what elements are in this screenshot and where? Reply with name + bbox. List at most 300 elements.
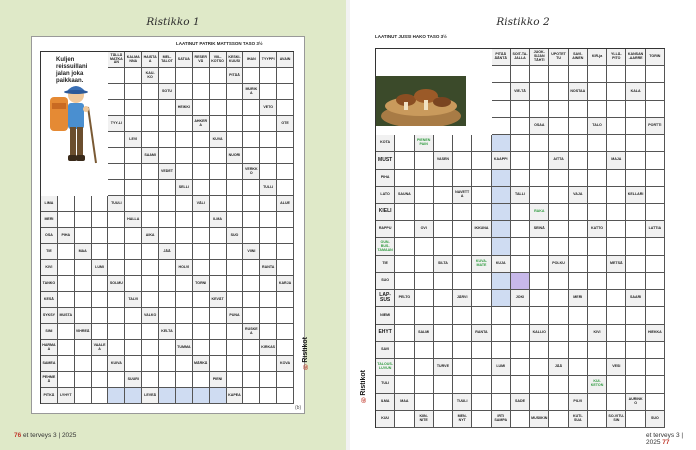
- left-answer-cell[interactable]: [260, 292, 277, 308]
- right-answer-cell[interactable]: [492, 273, 511, 290]
- left-answer-cell[interactable]: [75, 276, 92, 292]
- left-answer-cell[interactable]: [210, 84, 227, 100]
- left-answer-cell[interactable]: [243, 228, 260, 244]
- right-answer-cell[interactable]: [646, 359, 665, 376]
- right-answer-cell[interactable]: [549, 376, 568, 393]
- left-answer-cell[interactable]: [108, 228, 125, 244]
- left-answer-cell[interactable]: [125, 196, 142, 212]
- right-answer-cell[interactable]: [511, 101, 530, 118]
- right-answer-cell[interactable]: [549, 325, 568, 342]
- right-answer-cell[interactable]: [511, 411, 530, 428]
- right-answer-cell[interactable]: [607, 204, 626, 221]
- left-answer-cell[interactable]: [260, 308, 277, 324]
- right-answer-cell[interactable]: [530, 376, 549, 393]
- right-answer-cell[interactable]: [395, 342, 414, 359]
- left-answer-cell[interactable]: [142, 356, 159, 372]
- right-answer-cell[interactable]: [492, 204, 511, 221]
- right-answer-cell[interactable]: [472, 290, 491, 307]
- right-answer-cell[interactable]: [569, 359, 588, 376]
- left-answer-cell[interactable]: [227, 372, 244, 388]
- left-answer-cell[interactable]: [277, 164, 294, 180]
- right-answer-cell[interactable]: [434, 273, 453, 290]
- left-answer-cell[interactable]: [260, 388, 277, 404]
- right-answer-cell[interactable]: [569, 66, 588, 83]
- right-answer-cell[interactable]: [646, 204, 665, 221]
- left-answer-cell[interactable]: [75, 308, 92, 324]
- left-answer-cell[interactable]: [210, 308, 227, 324]
- left-answer-cell[interactable]: [142, 196, 159, 212]
- left-answer-cell[interactable]: [142, 84, 159, 100]
- right-answer-cell[interactable]: [549, 101, 568, 118]
- left-answer-cell[interactable]: [210, 276, 227, 292]
- right-answer-cell[interactable]: [549, 135, 568, 152]
- left-answer-cell[interactable]: [142, 260, 159, 276]
- right-answer-cell[interactable]: [569, 238, 588, 255]
- left-answer-cell[interactable]: [227, 244, 244, 260]
- right-answer-cell[interactable]: [588, 135, 607, 152]
- left-answer-cell[interactable]: [75, 372, 92, 388]
- left-answer-cell[interactable]: [92, 292, 109, 308]
- right-answer-cell[interactable]: [453, 273, 472, 290]
- right-answer-cell[interactable]: [549, 204, 568, 221]
- right-answer-cell[interactable]: [607, 66, 626, 83]
- left-answer-cell[interactable]: [176, 372, 193, 388]
- right-answer-cell[interactable]: [626, 376, 645, 393]
- right-answer-cell[interactable]: [549, 83, 568, 100]
- left-answer-cell[interactable]: [142, 244, 159, 260]
- right-answer-cell[interactable]: [626, 101, 645, 118]
- right-answer-cell[interactable]: [588, 204, 607, 221]
- left-answer-cell[interactable]: [210, 100, 227, 116]
- left-answer-cell[interactable]: [243, 68, 260, 84]
- right-answer-cell[interactable]: [646, 83, 665, 100]
- right-answer-cell[interactable]: [607, 342, 626, 359]
- right-answer-cell[interactable]: [453, 376, 472, 393]
- right-answer-cell[interactable]: [492, 307, 511, 324]
- right-answer-cell[interactable]: [588, 170, 607, 187]
- right-answer-cell[interactable]: [395, 325, 414, 342]
- right-answer-cell[interactable]: [530, 66, 549, 83]
- left-answer-cell[interactable]: [75, 196, 92, 212]
- right-answer-cell[interactable]: [511, 135, 530, 152]
- right-answer-cell[interactable]: [626, 152, 645, 169]
- left-answer-cell[interactable]: [193, 324, 210, 340]
- right-answer-cell[interactable]: [472, 204, 491, 221]
- right-answer-cell[interactable]: [569, 204, 588, 221]
- left-answer-cell[interactable]: [58, 324, 75, 340]
- right-answer-cell[interactable]: [588, 152, 607, 169]
- left-answer-cell[interactable]: [260, 132, 277, 148]
- left-answer-cell[interactable]: [108, 132, 125, 148]
- right-answer-cell[interactable]: [569, 221, 588, 238]
- right-answer-cell[interactable]: [453, 238, 472, 255]
- left-answer-cell[interactable]: [176, 164, 193, 180]
- left-answer-cell[interactable]: [125, 180, 142, 196]
- left-answer-cell[interactable]: [125, 260, 142, 276]
- left-answer-cell[interactable]: [227, 260, 244, 276]
- left-answer-cell[interactable]: [193, 244, 210, 260]
- left-answer-cell[interactable]: [193, 212, 210, 228]
- right-answer-cell[interactable]: [569, 170, 588, 187]
- left-answer-cell[interactable]: [176, 356, 193, 372]
- right-answer-cell[interactable]: [453, 152, 472, 169]
- left-answer-cell[interactable]: [159, 340, 176, 356]
- left-answer-cell[interactable]: [108, 212, 125, 228]
- right-answer-cell[interactable]: [511, 376, 530, 393]
- right-answer-cell[interactable]: [472, 238, 491, 255]
- left-answer-cell[interactable]: [260, 212, 277, 228]
- right-answer-cell[interactable]: [511, 307, 530, 324]
- left-answer-cell[interactable]: [108, 100, 125, 116]
- left-answer-cell[interactable]: [108, 372, 125, 388]
- left-answer-cell[interactable]: [92, 308, 109, 324]
- right-answer-cell[interactable]: [472, 411, 491, 428]
- right-answer-cell[interactable]: [626, 307, 645, 324]
- right-answer-cell[interactable]: [646, 290, 665, 307]
- left-answer-cell[interactable]: [227, 356, 244, 372]
- left-answer-cell[interactable]: [108, 324, 125, 340]
- right-answer-cell[interactable]: [626, 135, 645, 152]
- right-answer-cell[interactable]: [588, 290, 607, 307]
- left-answer-cell[interactable]: [243, 388, 260, 404]
- right-answer-cell[interactable]: [492, 325, 511, 342]
- left-answer-cell[interactable]: [227, 196, 244, 212]
- right-answer-cell[interactable]: [492, 118, 511, 135]
- right-answer-cell[interactable]: [434, 307, 453, 324]
- right-answer-cell[interactable]: [646, 170, 665, 187]
- left-answer-cell[interactable]: [142, 180, 159, 196]
- right-answer-cell[interactable]: [395, 152, 414, 169]
- left-answer-cell[interactable]: [176, 388, 193, 404]
- right-answer-cell[interactable]: [434, 204, 453, 221]
- left-answer-cell[interactable]: [159, 228, 176, 244]
- left-answer-cell[interactable]: [176, 244, 193, 260]
- left-answer-cell[interactable]: [108, 340, 125, 356]
- right-answer-cell[interactable]: [395, 273, 414, 290]
- right-answer-cell[interactable]: [415, 187, 434, 204]
- right-answer-cell[interactable]: [607, 273, 626, 290]
- left-answer-cell[interactable]: [227, 324, 244, 340]
- right-answer-cell[interactable]: [646, 135, 665, 152]
- left-answer-cell[interactable]: [92, 196, 109, 212]
- right-answer-cell[interactable]: [588, 307, 607, 324]
- left-answer-cell[interactable]: [277, 212, 294, 228]
- left-answer-cell[interactable]: [142, 164, 159, 180]
- left-answer-cell[interactable]: [243, 116, 260, 132]
- left-answer-cell[interactable]: [125, 84, 142, 100]
- right-answer-cell[interactable]: [549, 170, 568, 187]
- left-answer-cell[interactable]: [227, 292, 244, 308]
- left-answer-cell[interactable]: [125, 276, 142, 292]
- left-answer-cell[interactable]: [159, 132, 176, 148]
- right-answer-cell[interactable]: [453, 325, 472, 342]
- right-answer-cell[interactable]: [626, 411, 645, 428]
- right-answer-cell[interactable]: [492, 238, 511, 255]
- left-answer-cell[interactable]: [176, 84, 193, 100]
- right-answer-cell[interactable]: [607, 135, 626, 152]
- left-answer-cell[interactable]: [210, 260, 227, 276]
- left-answer-cell[interactable]: [277, 100, 294, 116]
- right-answer-cell[interactable]: [472, 170, 491, 187]
- right-answer-cell[interactable]: [511, 342, 530, 359]
- left-answer-cell[interactable]: [277, 148, 294, 164]
- right-answer-cell[interactable]: [588, 273, 607, 290]
- right-answer-cell[interactable]: [626, 118, 645, 135]
- left-answer-cell[interactable]: [125, 148, 142, 164]
- left-answer-cell[interactable]: [92, 276, 109, 292]
- left-answer-cell[interactable]: [125, 244, 142, 260]
- left-answer-cell[interactable]: [75, 212, 92, 228]
- right-answer-cell[interactable]: [453, 307, 472, 324]
- right-answer-cell[interactable]: [626, 221, 645, 238]
- right-answer-cell[interactable]: [415, 290, 434, 307]
- right-answer-cell[interactable]: [511, 238, 530, 255]
- left-answer-cell[interactable]: [243, 260, 260, 276]
- left-answer-cell[interactable]: [243, 180, 260, 196]
- left-answer-cell[interactable]: [108, 308, 125, 324]
- left-answer-cell[interactable]: [227, 212, 244, 228]
- left-answer-cell[interactable]: [108, 148, 125, 164]
- right-answer-cell[interactable]: [569, 135, 588, 152]
- right-answer-cell[interactable]: [588, 342, 607, 359]
- left-answer-cell[interactable]: [227, 164, 244, 180]
- left-answer-cell[interactable]: [277, 68, 294, 84]
- right-answer-cell[interactable]: [646, 187, 665, 204]
- right-answer-cell[interactable]: [588, 66, 607, 83]
- left-answer-cell[interactable]: [243, 148, 260, 164]
- right-answer-cell[interactable]: [415, 170, 434, 187]
- left-answer-cell[interactable]: [159, 180, 176, 196]
- right-answer-cell[interactable]: [492, 135, 511, 152]
- right-answer-cell[interactable]: [530, 170, 549, 187]
- left-answer-cell[interactable]: [277, 324, 294, 340]
- left-answer-cell[interactable]: [92, 212, 109, 228]
- left-answer-cell[interactable]: [58, 292, 75, 308]
- right-answer-cell[interactable]: [395, 204, 414, 221]
- left-answer-cell[interactable]: [193, 68, 210, 84]
- left-answer-cell[interactable]: [210, 196, 227, 212]
- right-answer-cell[interactable]: [395, 376, 414, 393]
- right-answer-cell[interactable]: [530, 152, 549, 169]
- right-answer-cell[interactable]: [511, 325, 530, 342]
- right-answer-cell[interactable]: [415, 238, 434, 255]
- left-answer-cell[interactable]: [92, 372, 109, 388]
- left-answer-cell[interactable]: [142, 212, 159, 228]
- right-answer-cell[interactable]: [492, 394, 511, 411]
- left-answer-cell[interactable]: [58, 356, 75, 372]
- right-answer-cell[interactable]: [453, 170, 472, 187]
- left-answer-cell[interactable]: [108, 180, 125, 196]
- right-answer-cell[interactable]: [453, 342, 472, 359]
- left-answer-cell[interactable]: [260, 84, 277, 100]
- left-answer-cell[interactable]: [227, 116, 244, 132]
- left-answer-cell[interactable]: [193, 308, 210, 324]
- right-answer-cell[interactable]: [569, 118, 588, 135]
- left-answer-cell[interactable]: [260, 244, 277, 260]
- left-answer-cell[interactable]: [277, 228, 294, 244]
- left-answer-cell[interactable]: [243, 308, 260, 324]
- left-answer-cell[interactable]: [176, 196, 193, 212]
- right-answer-cell[interactable]: [395, 307, 414, 324]
- left-answer-cell[interactable]: [159, 388, 176, 404]
- right-answer-cell[interactable]: [530, 83, 549, 100]
- left-answer-cell[interactable]: [210, 228, 227, 244]
- right-answer-cell[interactable]: [626, 170, 645, 187]
- right-answer-cell[interactable]: [607, 307, 626, 324]
- right-answer-cell[interactable]: [569, 273, 588, 290]
- left-answer-cell[interactable]: [108, 244, 125, 260]
- right-answer-cell[interactable]: [626, 342, 645, 359]
- right-answer-cell[interactable]: [511, 204, 530, 221]
- right-answer-cell[interactable]: [607, 238, 626, 255]
- left-answer-cell[interactable]: [277, 308, 294, 324]
- left-answer-cell[interactable]: [159, 68, 176, 84]
- right-answer-cell[interactable]: [395, 411, 414, 428]
- right-answer-cell[interactable]: [415, 273, 434, 290]
- left-answer-cell[interactable]: [75, 292, 92, 308]
- left-answer-cell[interactable]: [125, 324, 142, 340]
- right-answer-cell[interactable]: [415, 307, 434, 324]
- left-answer-cell[interactable]: [92, 324, 109, 340]
- left-answer-cell[interactable]: [176, 308, 193, 324]
- left-answer-cell[interactable]: [176, 116, 193, 132]
- left-answer-cell[interactable]: [92, 244, 109, 260]
- left-answer-cell[interactable]: [243, 212, 260, 228]
- left-answer-cell[interactable]: [193, 388, 210, 404]
- right-answer-cell[interactable]: [492, 66, 511, 83]
- right-answer-cell[interactable]: [569, 101, 588, 118]
- right-answer-cell[interactable]: [588, 411, 607, 428]
- right-answer-cell[interactable]: [646, 238, 665, 255]
- right-answer-cell[interactable]: [549, 394, 568, 411]
- left-answer-cell[interactable]: [227, 100, 244, 116]
- right-answer-cell[interactable]: [511, 152, 530, 169]
- left-answer-cell[interactable]: [277, 340, 294, 356]
- right-answer-cell[interactable]: [626, 66, 645, 83]
- left-answer-cell[interactable]: [193, 100, 210, 116]
- left-answer-cell[interactable]: [108, 292, 125, 308]
- right-answer-cell[interactable]: [646, 101, 665, 118]
- right-answer-cell[interactable]: [415, 342, 434, 359]
- right-answer-cell[interactable]: [549, 66, 568, 83]
- right-answer-cell[interactable]: [549, 273, 568, 290]
- right-answer-cell[interactable]: [569, 342, 588, 359]
- right-answer-cell[interactable]: [607, 170, 626, 187]
- right-answer-cell[interactable]: [588, 359, 607, 376]
- right-answer-cell[interactable]: [453, 359, 472, 376]
- right-answer-cell[interactable]: [415, 256, 434, 273]
- left-answer-cell[interactable]: [277, 132, 294, 148]
- right-answer-cell[interactable]: [607, 101, 626, 118]
- right-answer-cell[interactable]: [646, 152, 665, 169]
- left-answer-cell[interactable]: [277, 372, 294, 388]
- left-answer-cell[interactable]: [176, 212, 193, 228]
- right-answer-cell[interactable]: [395, 359, 414, 376]
- left-answer-cell[interactable]: [75, 228, 92, 244]
- left-answer-cell[interactable]: [210, 324, 227, 340]
- right-answer-cell[interactable]: [626, 359, 645, 376]
- left-answer-cell[interactable]: [75, 260, 92, 276]
- left-answer-cell[interactable]: [108, 260, 125, 276]
- right-answer-cell[interactable]: [434, 394, 453, 411]
- right-answer-cell[interactable]: [511, 170, 530, 187]
- left-answer-cell[interactable]: [142, 276, 159, 292]
- left-answer-cell[interactable]: [125, 228, 142, 244]
- left-answer-cell[interactable]: [58, 260, 75, 276]
- left-answer-cell[interactable]: [159, 292, 176, 308]
- left-answer-cell[interactable]: [193, 148, 210, 164]
- left-answer-cell[interactable]: [260, 68, 277, 84]
- right-answer-cell[interactable]: [530, 256, 549, 273]
- left-answer-cell[interactable]: [260, 196, 277, 212]
- left-answer-cell[interactable]: [125, 388, 142, 404]
- left-answer-cell[interactable]: [210, 116, 227, 132]
- left-answer-cell[interactable]: [125, 68, 142, 84]
- right-answer-cell[interactable]: [607, 376, 626, 393]
- left-answer-cell[interactable]: [125, 164, 142, 180]
- left-answer-cell[interactable]: [210, 68, 227, 84]
- left-answer-cell[interactable]: [92, 356, 109, 372]
- left-answer-cell[interactable]: [176, 292, 193, 308]
- right-answer-cell[interactable]: [646, 66, 665, 83]
- left-answer-cell[interactable]: [193, 372, 210, 388]
- right-answer-cell[interactable]: [492, 221, 511, 238]
- right-answer-cell[interactable]: [511, 221, 530, 238]
- right-answer-cell[interactable]: [434, 187, 453, 204]
- right-answer-cell[interactable]: [646, 273, 665, 290]
- right-answer-cell[interactable]: [434, 376, 453, 393]
- left-answer-cell[interactable]: [227, 340, 244, 356]
- left-answer-cell[interactable]: [227, 84, 244, 100]
- left-answer-cell[interactable]: [260, 148, 277, 164]
- right-answer-cell[interactable]: [646, 376, 665, 393]
- right-answer-cell[interactable]: [415, 394, 434, 411]
- left-answer-cell[interactable]: [193, 340, 210, 356]
- left-answer-cell[interactable]: [193, 228, 210, 244]
- left-answer-cell[interactable]: [125, 116, 142, 132]
- right-answer-cell[interactable]: [434, 170, 453, 187]
- right-answer-cell[interactable]: [395, 135, 414, 152]
- left-answer-cell[interactable]: [210, 148, 227, 164]
- left-answer-cell[interactable]: [210, 356, 227, 372]
- right-answer-cell[interactable]: [415, 152, 434, 169]
- right-answer-cell[interactable]: [646, 394, 665, 411]
- left-answer-cell[interactable]: [58, 212, 75, 228]
- left-answer-cell[interactable]: [277, 180, 294, 196]
- right-answer-cell[interactable]: [569, 152, 588, 169]
- left-answer-cell[interactable]: [176, 324, 193, 340]
- right-answer-cell[interactable]: [626, 204, 645, 221]
- left-answer-cell[interactable]: [176, 228, 193, 244]
- right-answer-cell[interactable]: [434, 221, 453, 238]
- right-answer-cell[interactable]: [530, 342, 549, 359]
- left-answer-cell[interactable]: [260, 228, 277, 244]
- left-answer-cell[interactable]: [243, 196, 260, 212]
- left-answer-cell[interactable]: [210, 244, 227, 260]
- right-answer-cell[interactable]: [549, 238, 568, 255]
- right-answer-cell[interactable]: [549, 342, 568, 359]
- right-answer-cell[interactable]: [607, 394, 626, 411]
- left-answer-cell[interactable]: [142, 340, 159, 356]
- right-answer-cell[interactable]: [492, 170, 511, 187]
- left-answer-cell[interactable]: [159, 308, 176, 324]
- left-answer-cell[interactable]: [159, 116, 176, 132]
- right-answer-cell[interactable]: [607, 118, 626, 135]
- left-answer-cell[interactable]: [243, 292, 260, 308]
- left-answer-cell[interactable]: [125, 356, 142, 372]
- left-answer-cell[interactable]: [125, 340, 142, 356]
- left-answer-cell[interactable]: [108, 68, 125, 84]
